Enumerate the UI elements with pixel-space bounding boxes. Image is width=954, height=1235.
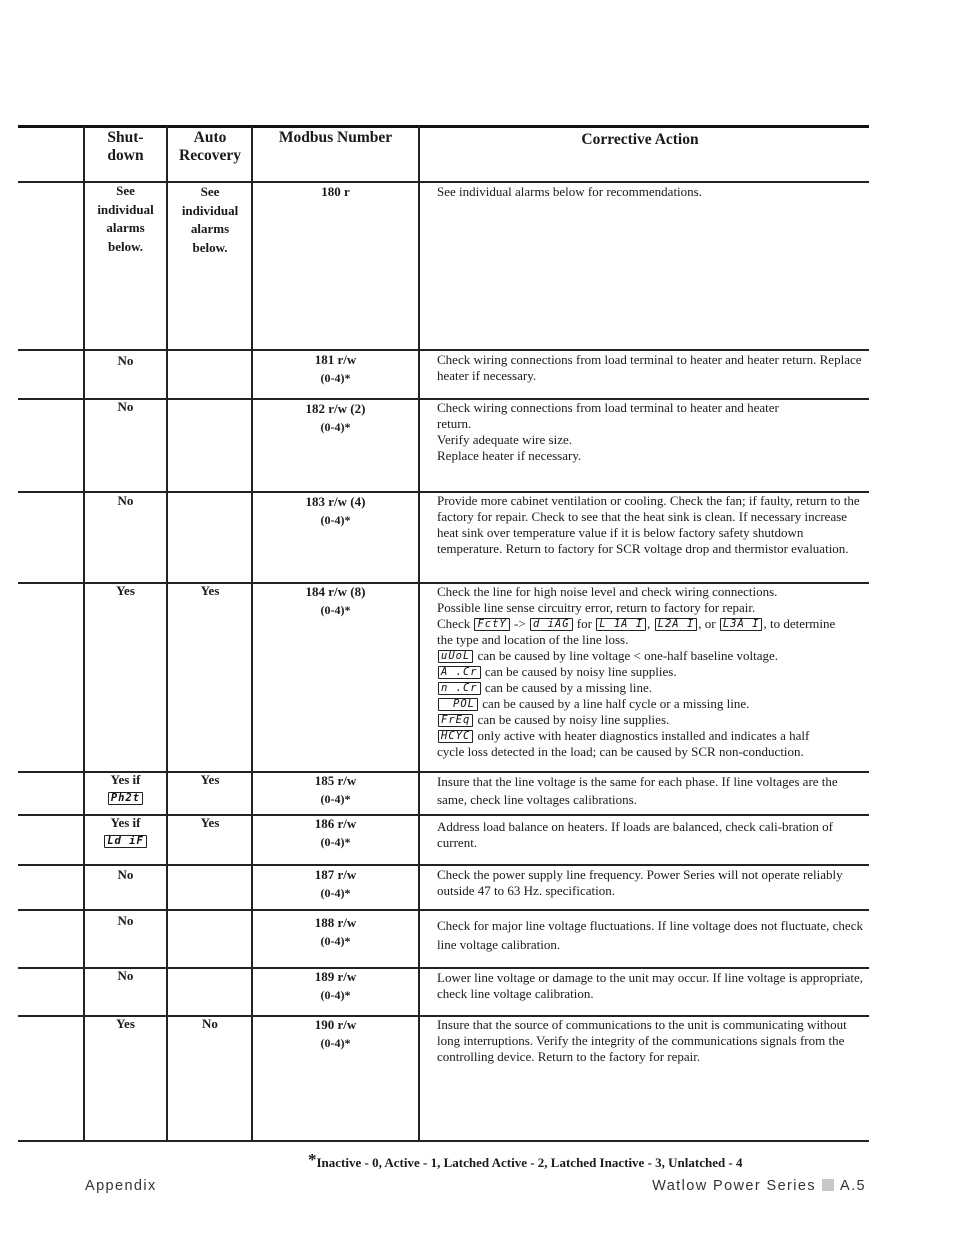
- footer-title: [652, 1178, 866, 1194]
- cell-modbus-range: (0-4)*: [320, 934, 351, 948]
- code-desc: can be caused by a line half cycle or a missing line.: [482, 696, 750, 711]
- header-modbus-number: Modbus Number: [278, 129, 393, 146]
- display-code: FrEq: [438, 714, 473, 727]
- cell-shutdown: Yes: [116, 583, 135, 598]
- cell-modbus-number: 183 r/w (4): [305, 494, 366, 509]
- cell-modbus-range: (0-4)*: [320, 1036, 351, 1050]
- display-code: uUoL: [438, 650, 473, 663]
- cell-shutdown-code-wrap: [85, 832, 166, 851]
- check-text: Check: [437, 616, 471, 631]
- corrective-action: Check wiring connections from load terminal to heater and heater return. Replace heater if necessary.: [437, 352, 862, 383]
- code-desc: can be caused by noisy line supplies.: [484, 664, 677, 679]
- cell-shutdown: No: [117, 399, 134, 414]
- row-rule: [18, 349, 869, 351]
- header-shutdown: Shut- down: [107, 129, 144, 164]
- cell-modbus-number: 188 r/w: [314, 915, 357, 930]
- code-item: [437, 680, 865, 696]
- corrective-action: [437, 400, 865, 464]
- action-line: Check wiring connections from load terminal to heater and heater: [437, 400, 779, 415]
- code-desc: only active with heater diagnostics installed and indicates a half: [477, 728, 810, 743]
- action-line: cycle loss detected in the load; can be caused by SCR non-conduction.: [437, 744, 804, 759]
- action-line: Replace heater if necessary.: [437, 448, 582, 463]
- code-item: [437, 664, 865, 680]
- action-line: the type and location of the line loss.: [437, 632, 629, 647]
- cell-shutdown: Yes if: [110, 815, 141, 830]
- cell-auto-recovery: See individual alarms below.: [181, 184, 239, 255]
- column-divider: [418, 126, 420, 1141]
- cell-modbus-number: 186 r/w: [314, 816, 357, 831]
- corrective-action: [437, 584, 865, 760]
- cell-modbus-number: 180 r: [321, 184, 350, 199]
- display-code-factory: FctY: [474, 618, 509, 631]
- cell-shutdown: See individual alarms below.: [97, 183, 154, 254]
- action-line: [437, 616, 865, 632]
- footer-section: Appendix: [85, 1178, 157, 1194]
- cell-modbus-number: 190 r/w: [314, 1017, 357, 1032]
- square-bullet-icon: [822, 1179, 834, 1191]
- cell-shutdown-code-wrap: [85, 789, 166, 808]
- corrective-action: Insure that the source of communications to the unit is communicating without long interruptions. Verify the integrity of the communications signals from the controlling device. Return to the factory for repair.: [437, 1017, 847, 1064]
- display-code: Ph2t: [108, 792, 143, 805]
- action-line: Possible line sense circuitry error, return to factory for repair.: [437, 600, 756, 615]
- footnote-text: Inactive - 0, Active - 1, Latched Active - 2, Latched Inactive - 3, Unlatched - 4: [316, 1155, 743, 1170]
- corrective-action: Address load balance on heaters. If loads are balanced, check cali-bration of current.: [437, 819, 833, 850]
- cell-modbus-number: 187 r/w: [314, 867, 357, 882]
- cell-modbus-range: (0-4)*: [320, 603, 351, 617]
- cell-shutdown: No: [117, 493, 134, 508]
- cell-modbus-range: (0-4)*: [320, 371, 351, 385]
- code-desc: can be caused by a missing line.: [484, 680, 653, 695]
- tail-text: , to determine: [763, 616, 836, 631]
- cell-shutdown: No: [117, 353, 134, 368]
- cell-modbus-range: (0-4)*: [320, 792, 351, 806]
- cell-auto-recovery: Yes: [200, 772, 220, 787]
- table-bottom-rule: [18, 1140, 869, 1142]
- action-line: return.: [437, 416, 472, 431]
- cell-auto-recovery: Yes: [200, 815, 220, 830]
- cell-auto-recovery: Yes: [200, 583, 220, 598]
- code-item: [437, 696, 865, 712]
- cell-modbus-number: 185 r/w: [314, 773, 357, 788]
- cell-shutdown: No: [117, 867, 134, 882]
- display-code-line2: L2A I: [655, 618, 698, 631]
- page-number: A.5: [840, 1178, 866, 1194]
- corrective-action: Check the power supply line frequency. Power Series will not operate reliably outside 47 to 63 Hz. specification.: [437, 867, 843, 898]
- display-code: Ld iF: [104, 835, 147, 848]
- comma-text: ,: [647, 616, 651, 631]
- corrective-action: Lower line voltage or damage to the unit may occur. If line voltage is appropriate, check line voltage calibration.: [437, 970, 863, 1001]
- cell-shutdown: No: [117, 968, 134, 983]
- footer-product: Watlow Power Series: [652, 1178, 817, 1194]
- or-text: , or: [698, 616, 716, 631]
- action-line: Verify adequate wire size.: [437, 432, 572, 447]
- code-desc: can be caused by line voltage < one-half baseline voltage.: [477, 648, 778, 663]
- display-code-diagnostics: d iAG: [530, 618, 573, 631]
- cell-modbus-number: 189 r/w: [314, 969, 357, 984]
- code-desc: can be caused by noisy line supplies.: [477, 712, 670, 727]
- corrective-action: Provide more cabinet ventilation or cooling. Check the fan; if faulty, return to the factory for repair. Check to see that the heat sink is clean. If necessary increase heat sink over temperature value if it is below factory safety shutdown temperature. Return to factory for SCR voltage drop and thermistor evaluation.: [437, 493, 860, 556]
- cell-modbus-number: 182 r/w (2): [305, 401, 366, 416]
- footnote: [308, 1150, 743, 1171]
- display-code: HCYC: [438, 730, 473, 743]
- header-corrective-action: Corrective Action: [581, 131, 699, 148]
- cell-modbus-range: (0-4)*: [320, 835, 351, 849]
- action-line: Check the line for high noise level and check wiring connections.: [437, 584, 778, 599]
- cell-shutdown: Yes if: [110, 772, 141, 787]
- cell-modbus-range: (0-4)*: [320, 513, 351, 527]
- display-code-line1: L 1A I: [596, 618, 646, 631]
- cell-shutdown: No: [117, 913, 134, 928]
- code-item: [437, 728, 865, 744]
- cell-auto-recovery: No: [202, 1016, 218, 1031]
- cell-shutdown: Yes: [116, 1016, 135, 1031]
- cell-modbus-range: (0-4)*: [320, 988, 351, 1002]
- header-auto-recovery: Auto Recovery: [179, 129, 241, 164]
- column-divider: [83, 126, 85, 1141]
- column-divider: [166, 126, 168, 1141]
- row-rule: [18, 909, 869, 911]
- footnote-star: *: [308, 1150, 317, 1169]
- cell-modbus-number: 184 r/w (8): [305, 584, 366, 599]
- corrective-action: Check for major line voltage fluctuations. If line voltage does not fluctuate, check line voltage calibration.: [437, 918, 863, 952]
- corrective-action: Insure that the line voltage is the same for each phase. If line voltages are the same, check line voltages calibrations.: [437, 774, 838, 807]
- cell-modbus-number: 181 r/w: [314, 352, 357, 367]
- display-code-line3: L3A I: [720, 618, 763, 631]
- cell-modbus-range: (0-4)*: [320, 886, 351, 900]
- display-code: POL: [438, 698, 478, 711]
- cell-modbus-range: (0-4)*: [320, 420, 351, 434]
- display-code: n .Cr: [438, 682, 481, 695]
- code-item: [437, 648, 865, 664]
- table-top-rule: [18, 125, 869, 128]
- code-item: [437, 712, 865, 728]
- arrow-text: ->: [514, 616, 526, 631]
- corrective-action: See individual alarms below for recommendations.: [437, 184, 702, 199]
- for-text: for: [576, 616, 592, 631]
- display-code: A .Cr: [438, 666, 481, 679]
